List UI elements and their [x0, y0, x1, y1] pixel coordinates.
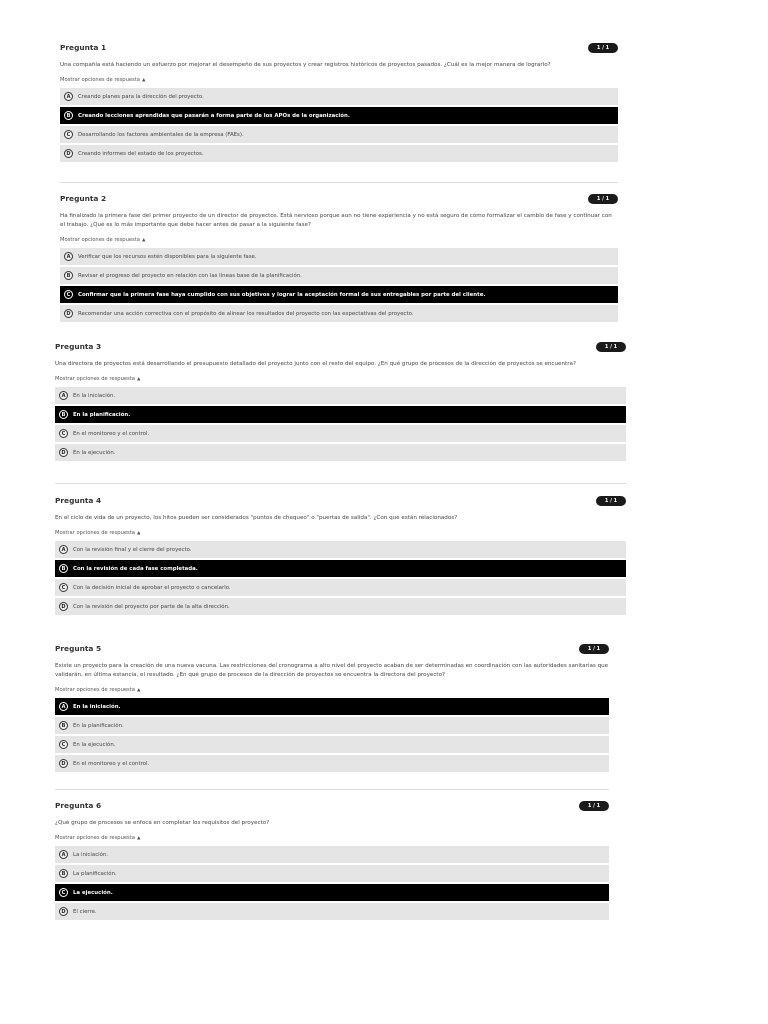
option-letter: B: [59, 869, 68, 878]
score-badge: 1 / 1: [596, 496, 626, 506]
answer-option-a[interactable]: [55, 541, 626, 558]
option-text: Con la revisión final y el cierre del proyecto.: [73, 546, 192, 553]
answer-option-d[interactable]: [55, 755, 609, 772]
option-letter: C: [59, 888, 68, 897]
answer-option-d[interactable]: [55, 903, 609, 920]
question-text: Una compañía está haciendo un esfuerzo por mejorar el desempeño de sus proyectos y crear registros históricos de proyectos pasados. ¿Cuál es la mejor manera de lograrlo?: [60, 62, 551, 68]
option-letter: D: [59, 907, 68, 916]
option-text: La ejecución.: [73, 889, 113, 896]
option-letter: C: [64, 290, 73, 299]
divider: [55, 483, 626, 484]
option-letter: A: [64, 252, 73, 261]
chevron-up-icon: ▲: [136, 688, 141, 693]
question-4: [55, 495, 626, 617]
option-letter: D: [64, 149, 73, 158]
option-text: En la ejecución.: [73, 449, 116, 456]
option-text: En la planificación.: [73, 722, 124, 729]
question-text: Ha finalizado la primera fase del primer proyecto de un director de proyectos. Está nervioso porque aun no tiene experiencia y no está seguro de cómo formalizar el cambio de fase y continuar con el trabajo. ¿Qué es lo más importante que debe hacer antes de pasar a la siguiente fase?: [60, 213, 612, 228]
option-text: En la planificación.: [73, 411, 131, 418]
option-letter: A: [59, 702, 68, 711]
answer-option-d[interactable]: [55, 598, 626, 615]
option-text: En el monitoreo y el control.: [73, 760, 150, 767]
question-title: Pregunta 1: [60, 43, 107, 52]
option-text: Con la revisión de cada fase completada.: [73, 565, 198, 572]
chevron-up-icon: ▲: [141, 238, 146, 243]
answer-option-b[interactable]: [55, 717, 609, 734]
option-text: Desarrollando los factores ambientales de la empresa (FAEs).: [78, 131, 244, 138]
option-text: Creando lecciones aprendidas que pasarán a forma parte de los APOs de la organización.: [78, 112, 350, 119]
option-text: Verificar que los recursos estén disponibles para la siguiente fase.: [78, 253, 257, 260]
chevron-up-icon: ▲: [136, 377, 141, 382]
score-badge: 1 / 1: [596, 342, 626, 352]
option-letter: D: [59, 602, 68, 611]
option-letter: D: [59, 759, 68, 768]
show-options-toggle[interactable]: Mostrar opciones de respuesta ▲: [55, 530, 141, 536]
option-text: La planificación.: [73, 870, 117, 877]
question-5: [55, 643, 609, 774]
answer-option-b[interactable]: [55, 560, 626, 577]
answer-option-a[interactable]: [55, 698, 609, 715]
option-text: Revisar el progreso del proyecto en relación con las líneas base de la planificación.: [78, 272, 302, 279]
option-text: Creando informes del estado de los proyectos.: [78, 150, 204, 157]
option-letter: D: [59, 448, 68, 457]
answer-option-c[interactable]: [55, 425, 626, 442]
answer-option-c[interactable]: [55, 579, 626, 596]
option-text: Recomendar una acción correctiva con el propósito de alinear los resultados del proyecto con las expectativas del proyecto.: [78, 310, 414, 317]
answer-option-a[interactable]: [55, 846, 609, 863]
question-2: [60, 193, 618, 324]
option-letter: A: [64, 92, 73, 101]
option-letter: A: [59, 545, 68, 554]
option-text: En la iniciación.: [73, 703, 121, 710]
option-text: El cierre.: [73, 908, 97, 915]
option-letter: B: [59, 410, 68, 419]
question-title: Pregunta 2: [60, 194, 107, 203]
answer-option-b[interactable]: [55, 406, 626, 423]
option-letter: B: [59, 564, 68, 573]
option-letter: C: [59, 583, 68, 592]
answer-option-c[interactable]: [55, 736, 609, 753]
answer-option-b[interactable]: [60, 107, 618, 124]
chevron-up-icon: ▲: [136, 531, 141, 536]
option-text: Con la revisión del proyecto por parte de la alta dirección.: [73, 603, 230, 610]
answer-option-c[interactable]: [60, 286, 618, 303]
show-options-toggle[interactable]: Mostrar opciones de respuesta ▲: [60, 77, 146, 83]
option-letter: B: [59, 721, 68, 730]
answer-option-a[interactable]: [60, 88, 618, 105]
divider: [55, 789, 609, 790]
answer-option-d[interactable]: [60, 145, 618, 162]
answer-option-c[interactable]: [55, 884, 609, 901]
question-text: En el ciclo de vida de un proyecto, los hitos pueden ser considerados "puntos de chequeo" o "puertas de salida". ¿Con qué están relacionados?: [55, 515, 458, 521]
question-1: [60, 42, 618, 164]
score-badge: 1 / 1: [579, 644, 609, 654]
question-text: ¿Qué grupo de procesos se enfoca en completar los requisitos del proyecto?: [55, 820, 270, 826]
option-text: En la ejecución.: [73, 741, 116, 748]
score-badge: 1 / 1: [588, 194, 618, 204]
question-title: Pregunta 4: [55, 496, 102, 505]
answer-option-b[interactable]: [60, 267, 618, 284]
show-options-toggle[interactable]: Mostrar opciones de respuesta ▲: [55, 835, 141, 841]
answer-option-d[interactable]: [55, 444, 626, 461]
answer-option-b[interactable]: [55, 865, 609, 882]
show-options-toggle[interactable]: Mostrar opciones de respuesta ▲: [60, 237, 146, 243]
divider: [60, 182, 618, 183]
answer-option-c[interactable]: [60, 126, 618, 143]
option-text: La iniciación.: [73, 851, 109, 858]
chevron-up-icon: ▲: [136, 836, 141, 841]
show-options-toggle[interactable]: Mostrar opciones de respuesta ▲: [55, 376, 141, 382]
question-text: Existe un proyecto para la creación de una nueva vacuna. Las restricciones del cronograma a alto nivel del proyecto acaban de ser determinadas en coordinación con las autoridades sanitarias que validarán, en última estancia, el resultado. ¿En qué grupo de procesos de la dirección de proyectos se encuentra la directora del proyecto?: [55, 663, 609, 678]
answer-option-a[interactable]: [55, 387, 626, 404]
question-title: Pregunta 3: [55, 342, 102, 351]
option-text: Creando planes para la dirección del proyecto.: [78, 93, 204, 100]
score-badge: 1 / 1: [588, 43, 618, 53]
option-letter: C: [64, 130, 73, 139]
option-letter: C: [59, 740, 68, 749]
answer-option-d[interactable]: [60, 305, 618, 322]
score-badge: 1 / 1: [579, 801, 609, 811]
question-6: [55, 800, 609, 922]
show-options-toggle[interactable]: Mostrar opciones de respuesta ▲: [55, 687, 141, 693]
question-text: Una directora de proyectos está desarrollando el presupuesto detallado del proyecto junto con el resto del equipo. ¿En qué grupo de procesos de la dirección de proyectos se encuentra?: [55, 361, 576, 367]
chevron-up-icon: ▲: [141, 78, 146, 83]
option-text: En la iniciación.: [73, 392, 116, 399]
option-letter: C: [59, 429, 68, 438]
option-letter: A: [59, 391, 68, 400]
option-text: Confirmar que la primera fase haya cumplido con sus objetivos y lograr la aceptación formal de sus entregables por parte del cliente.: [78, 291, 486, 298]
option-text: En el monitoreo y el control.: [73, 430, 150, 437]
question-title: Pregunta 6: [55, 801, 102, 810]
answer-option-a[interactable]: [60, 248, 618, 265]
question-3: [55, 341, 626, 463]
option-letter: D: [64, 309, 73, 318]
option-letter: B: [64, 111, 73, 120]
option-letter: A: [59, 850, 68, 859]
option-letter: B: [64, 271, 73, 280]
question-title: Pregunta 5: [55, 644, 102, 653]
option-text: Con la decisión inicial de aprobar el proyecto o cancelarlo.: [73, 584, 231, 591]
